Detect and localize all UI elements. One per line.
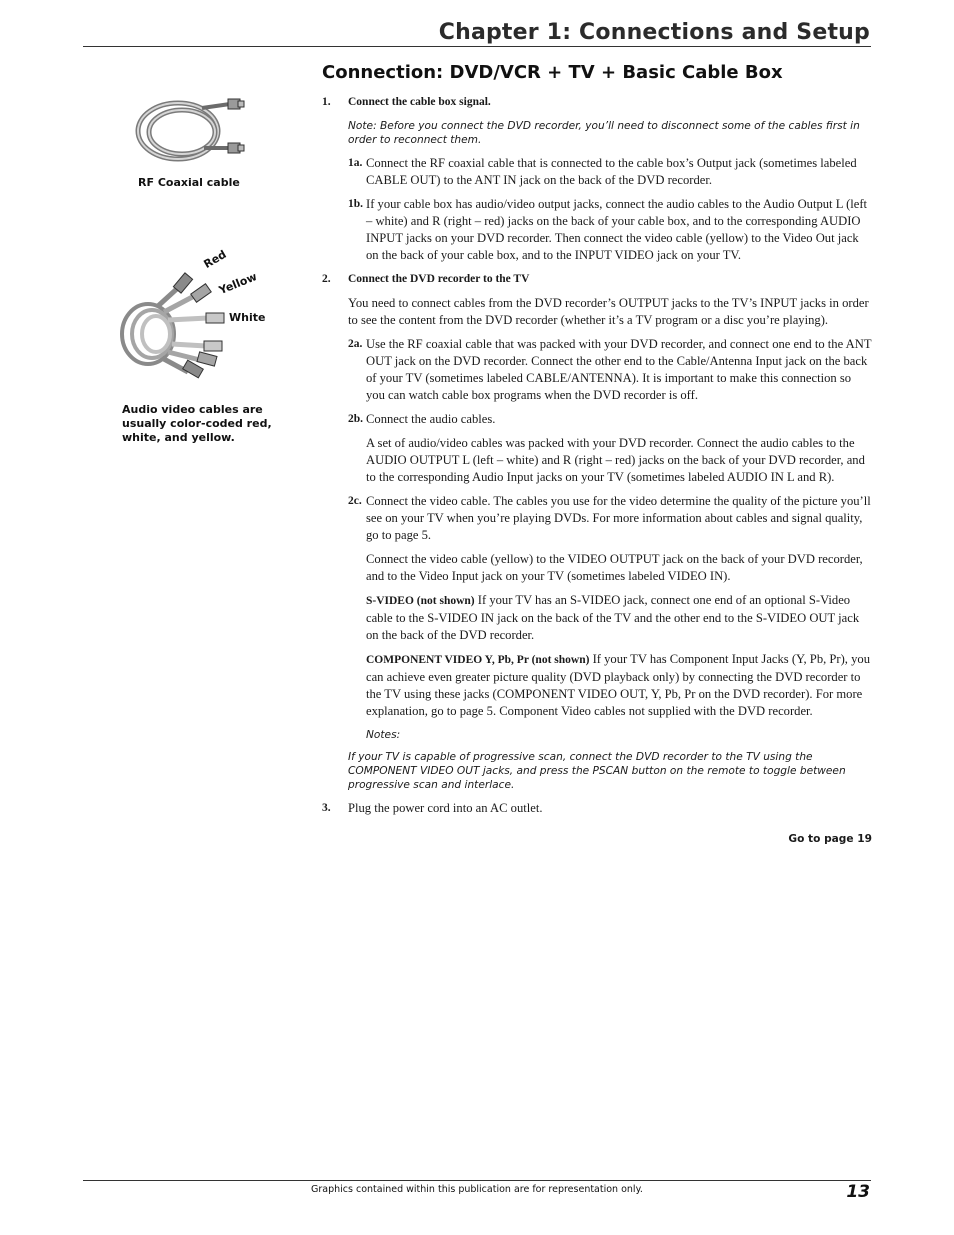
step-2c-details: Connect the video cable (yellow) to the VIDEO OUTPUT jack on the back of your DVD recorder, and to the Video Input jack on your TV (sometimes labeled VIDEO IN).	[366, 552, 863, 583]
av-caption: Audio video cables are usually color-coded red, white, and yellow.	[122, 403, 272, 444]
footer-rule	[83, 1180, 871, 1181]
rf-caption: RF Coaxial cable	[138, 176, 240, 189]
red-cable-label: Red	[201, 247, 229, 271]
notes-label: Notes:	[366, 729, 401, 741]
step-2c: 2c. Connect the video cable. The cables you use for the video determine the quality of the picture you’ll see on your TV when you’re playing DVDs. For more information about cables and signal quality, go to page 5.	[348, 494, 871, 542]
sidebar	[0, 0, 300, 1235]
step-1b: 1b. If your cable box has audio/video output jacks, connect the audio cables to the Audio Output L (left – white) and R (right – red) jacks on the back of your cable box, and to the corresponding AUDIO INPUT jacks on your DVD recorder. Then connect the video cable (yellow) to the Video Out jack on the back of your cable box, and to the INPUT VIDEO jack on your TV.	[348, 197, 868, 262]
instructions	[322, 94, 872, 848]
footer-disclaimer: Graphics contained within this publication are for representation only.	[311, 1184, 643, 1195]
step-2a: 2a. Use the RF coaxial cable that was packed with your DVD recorder, and connect one end to the ANT OUT jack on the DVD recorder. Connect the other end to the Cable/Antenna Input jack on the back of your TV (sometimes labeled CABLE/ANTENNA). It is important to make this connection so you can watch cable box programs when the DVD recorder is off.	[348, 337, 872, 402]
rf-coaxial-cable-image	[132, 96, 248, 166]
go-to-page-link: Go to page 19	[788, 833, 872, 845]
notes-text: If your TV is capable of progressive scan, connect the DVD recorder to the TV using the COMPONENT VIDEO OUT jacks, and press the PSCAN button on the remote to toggle between progressive scan and interlace.	[348, 751, 846, 791]
white-cable-label: White	[229, 311, 266, 324]
step-2: 2. Connect the DVD recorder to the TV	[322, 273, 530, 285]
step-1a: 1a. Connect the RF coaxial cable that is connected to the cable box’s Output jack (sometimes labeled CABLE OUT) to the ANT IN jack on the back of the DVD recorder.	[348, 156, 857, 187]
av-cables-image	[118, 268, 228, 386]
step-2b: 2b. Connect the audio cables.	[348, 412, 496, 426]
yellow-cable-label: Yellow	[217, 270, 259, 297]
step-1: 1. Connect the cable box signal.	[322, 96, 491, 108]
svideo-paragraph: S-VIDEO (not shown) If your TV has an S-VIDEO jack, connect one end of an optional S-Video cable to the S-VIDEO IN jack on the back of the TV and the other end to the S-VIDEO OUT jack on the back of the DVD recorder.	[366, 593, 860, 642]
note-disconnect: Note: Before you connect the DVD recorder, you’ll need to disconnect some of the cables first in order to reconnect them.	[348, 120, 860, 146]
step-2-intro: You need to connect cables from the DVD recorder’s OUTPUT jacks to the TV’s INPUT jacks in order to see the content from the DVD recorder (whether it’s a TV program or a disc you’re playing).	[348, 296, 869, 327]
page-number: 13	[846, 1182, 870, 1202]
component-video-paragraph: COMPONENT VIDEO Y, Pb, Pr (not shown) If your TV has Component Input Jacks (Y, Pb, Pr), you can achieve even greater picture quality (DVD playback only) by connecting the DVD recorder to the TV using these jacks (COMPONENT VIDEO OUT, Y, Pb, Pr on the DVD recorder). For more explanation, go to page 5. Component Video cables not supplied with the DVD recorder.	[366, 652, 870, 718]
section-title: Connection: DVD/VCR + TV + Basic Cable Box	[322, 62, 783, 83]
step-2b-details: A set of audio/video cables was packed with your DVD recorder. Connect the audio cables to the AUDIO OUTPUT L (left – white) and R (right – red) jacks on the back of your DVD recorder, and to the corresponding Audio Input jacks on your TV (sometimes labeled AUDIO IN L and R).	[366, 436, 865, 484]
step-3: 3. Plug the power cord into an AC outlet.	[322, 801, 543, 815]
chapter-title: Chapter 1: Connections and Setup	[438, 20, 870, 45]
